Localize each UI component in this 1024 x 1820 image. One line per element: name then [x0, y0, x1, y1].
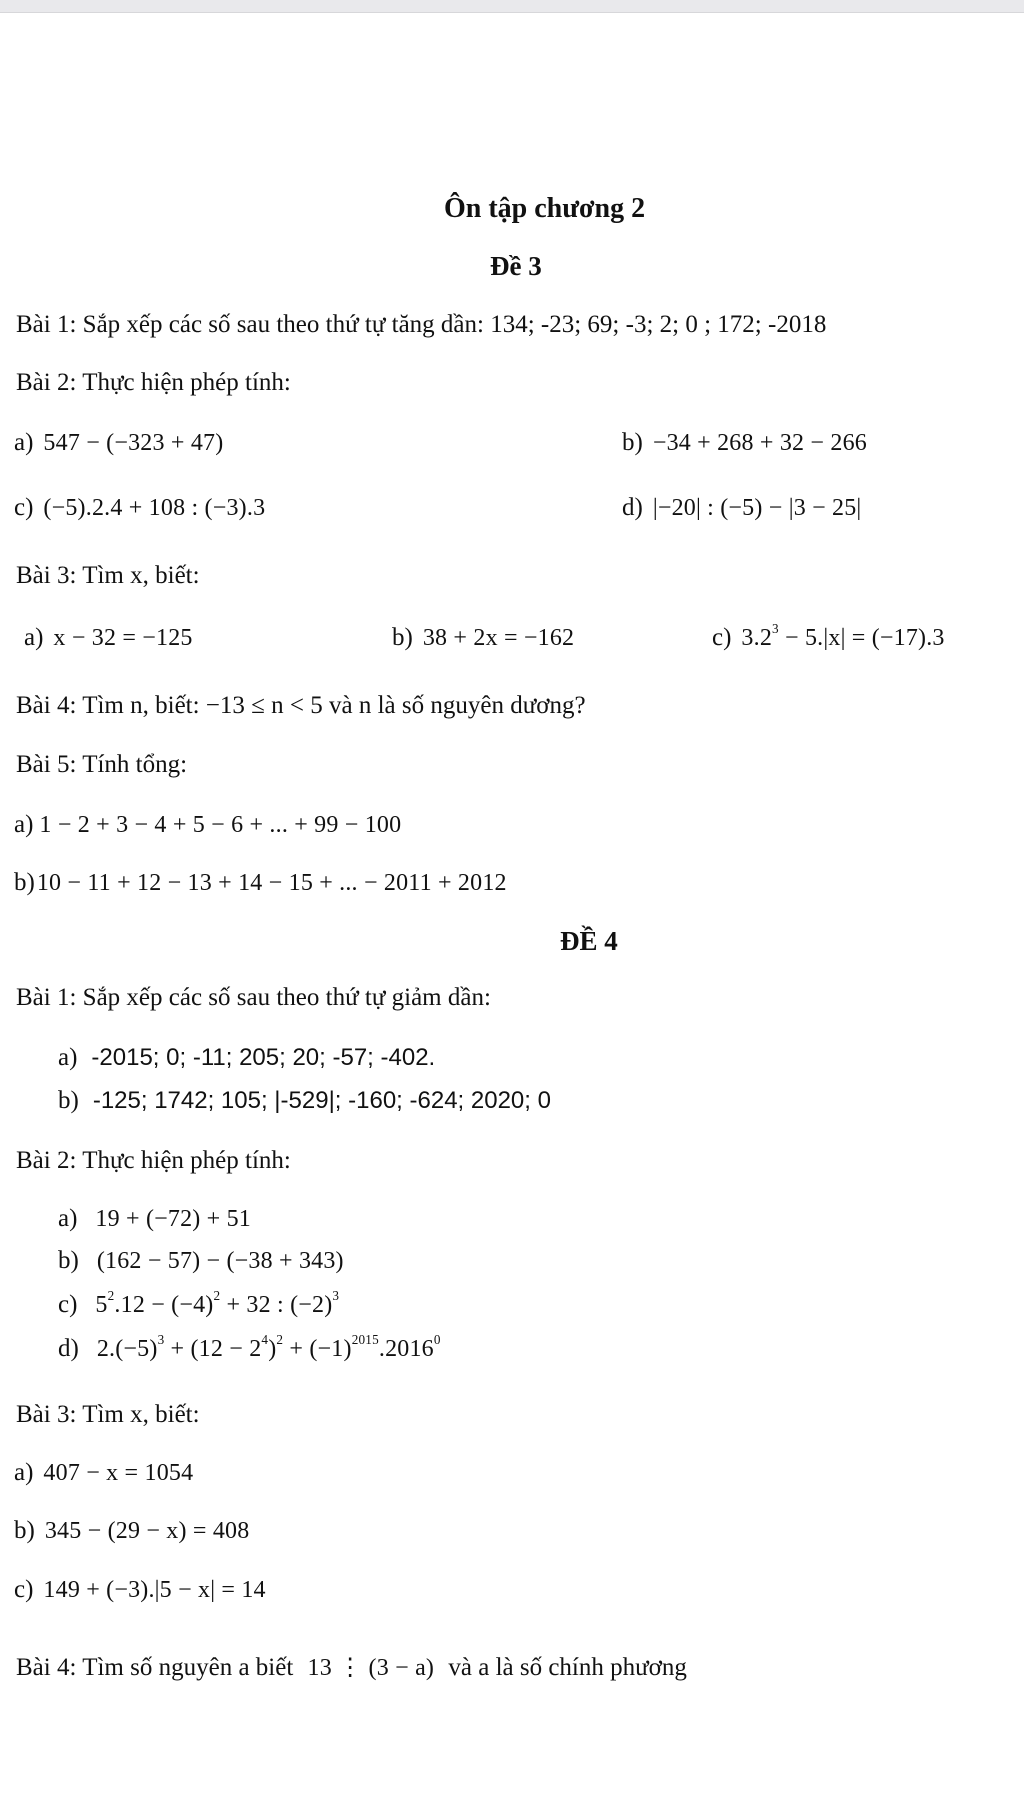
top-bar — [0, 0, 1024, 13]
de3-bai2-d — [622, 495, 861, 520]
de4-bai3-c — [14, 1577, 266, 1602]
item-label: c) — [712, 624, 732, 651]
de4-bai2-title: Bài 2: Thực hiện phép tính: — [16, 1147, 291, 1174]
item-label: b) — [58, 1087, 79, 1114]
math-expression: 407 − x = 1054 — [43, 1460, 194, 1486]
de4-bai3-title: Bài 3: Tìm x, biết: — [16, 1401, 200, 1428]
number-list: -125; 1742; 105; |-529|; -160; -624; 2020; 0 — [92, 1087, 551, 1114]
math-expression: (162 − 57) − (−38 + 343) — [96, 1248, 344, 1274]
de4-bai4 — [16, 1655, 687, 1680]
item-label: b) — [14, 1517, 35, 1544]
de3-bai4: Bài 4: Tìm n, biết: −13 ≤ n < 5 và n là số nguyên dương? — [16, 692, 586, 719]
de3-bai2-c — [14, 495, 265, 520]
math-expression: (−5).2.4 + 108 : (−3).3 — [43, 495, 266, 521]
item-label: a) — [14, 429, 34, 456]
de4-bai2-c — [58, 1288, 340, 1318]
math-expression: 10 − 11 + 12 − 13 + 14 − 15 + ... − 2011 + 2012 — [36, 870, 507, 896]
de4-bai1-a — [58, 1045, 435, 1070]
item-label: c) — [14, 494, 34, 521]
de4-bai3-b — [14, 1518, 249, 1543]
math-expression: −34 + 268 + 32 − 266 — [652, 430, 867, 456]
de3-bai2-title: Bài 2: Thực hiện phép tính: — [16, 369, 291, 396]
item-label: b) — [58, 1247, 79, 1274]
de4-bai1-b — [58, 1088, 551, 1113]
math-expression: x − 32 = −125 — [53, 625, 193, 651]
math-expression: 19 + (−72) + 51 — [95, 1206, 252, 1232]
math-expression: |−20| : (−5) − |3 − 25| — [652, 495, 862, 521]
item-label: a) — [14, 811, 34, 838]
math-expression: 345 − (29 − x) = 408 — [44, 1518, 250, 1544]
text: Bài 4: Tìm số nguyên a biết — [16, 1654, 294, 1681]
de3-bai5-title: Bài 5: Tính tổng: — [16, 751, 188, 778]
page-title: Ôn tập chương 2 — [444, 193, 646, 224]
item-label: a) — [58, 1205, 78, 1232]
de3-bai3-b — [392, 625, 574, 650]
de4-bai2-b — [58, 1248, 344, 1273]
item-label: a) — [24, 624, 44, 651]
de3-bai5-b — [14, 870, 507, 895]
item-label: b) — [392, 624, 413, 651]
item-label: c) — [58, 1291, 78, 1318]
math-expression: 547 − (−323 + 47) — [43, 430, 224, 456]
de3-heading: Đề 3 — [490, 251, 542, 281]
item-label: b) — [622, 429, 643, 456]
de4-bai3-a — [14, 1460, 193, 1485]
math-expression: 1 − 2 + 3 − 4 + 5 − 6 + ... + 99 − 100 — [39, 812, 402, 838]
de4-bai1-title: Bài 1: Sắp xếp các số sau theo thứ tự giảm dần: — [16, 984, 491, 1011]
item-label: d) — [622, 494, 643, 521]
de3-bai2-a — [14, 430, 223, 455]
item-label: d) — [58, 1335, 79, 1362]
de3-bai3-c — [712, 621, 945, 651]
de4-heading: ĐỀ 4 — [560, 926, 618, 956]
math-expression: $2.(-5)^3 + (12 - 2^4)^2 + (-1)^{2015}.2016^0$ — [96, 1332, 441, 1362]
text: và a là số chính phương — [448, 1654, 687, 1681]
number-list: -2015; 0; -11; 205; 20; -57; -402. — [91, 1044, 436, 1071]
math-expression: 13 ⋮ (3 − a) — [307, 1655, 435, 1681]
math-expression: 149 + (−3).|5 − x| = 14 — [43, 1577, 266, 1603]
math-expression: $5^2.12 - (-4)^2 + 32$ : $(-2)^3$ — [95, 1288, 340, 1318]
de3-bai3-title: Bài 3: Tìm x, biết: — [16, 562, 200, 589]
item-label: a) — [14, 1459, 34, 1486]
de3-bai5-a — [14, 812, 401, 837]
de4-bai2-a — [58, 1206, 251, 1231]
de3-bai3-a — [24, 625, 193, 650]
de3-bai1: Bài 1: Sắp xếp các số sau theo thứ tự tăng dần: 134; -23; 69; -3; 2; 0 ; 172; -2018 — [16, 311, 827, 338]
math-expression: $3.2^3 - 5.|x| = (-17).3$ — [741, 621, 945, 651]
item-label: a) — [58, 1044, 78, 1071]
item-label: c) — [14, 1576, 34, 1603]
item-label: b) — [14, 869, 35, 896]
de4-bai2-d — [58, 1332, 441, 1362]
de3-bai2-b — [622, 430, 867, 455]
math-expression: 38 + 2x = −162 — [422, 625, 575, 651]
